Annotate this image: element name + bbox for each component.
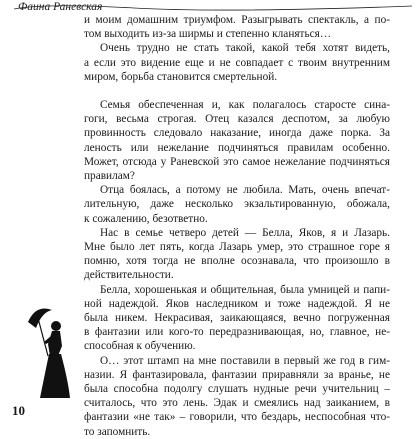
text-line: способная к обучению. [84, 340, 196, 353]
text-line: фантазии «не так» – говорили, что бездарь, неспособная что- [84, 411, 390, 424]
text-line: то запомнить. [84, 425, 151, 438]
woman-with-umbrella-silhouette [22, 300, 82, 400]
text-line: Белла, хорошенькая и общительная, была умницей и папи- [100, 283, 390, 296]
paragraph [84, 354, 390, 439]
text-line: назии. Я фантазировала, фантазии приравняли за вранье, не [84, 368, 390, 381]
running-header-title: Фаина Раневская [18, 1, 103, 13]
text-line: действительности. [84, 269, 174, 282]
text-line: Нас в семье четверо детей — Белла, Яков, я и Лазарь. [100, 226, 390, 239]
text-line: была никем. Некрасивая, заикающаяся, вечно погруженная [84, 312, 390, 325]
paragraph-gap [84, 84, 390, 98]
text-line: Мне было лет пять, когда Лазарь умер, это страшное горе я [84, 241, 390, 254]
text-line: помню, хотя тогда не вполне осознавала, что произошло в [84, 255, 390, 268]
text-line: леность или нежелание подчиняться правилам особенно. [84, 141, 390, 154]
text-line: была способна подолгу слушать нудные речи учительниц – [84, 383, 390, 396]
page-number: 10 [12, 403, 25, 418]
paragraph [84, 13, 390, 41]
text-line: лительную, даже несколько экзальтированную, обожала, [84, 198, 390, 211]
body-text [84, 13, 390, 439]
paragraph [84, 226, 390, 283]
paragraph [84, 183, 390, 226]
text-line: О… этот штамп на мне поставили в первый же год в гим- [100, 354, 390, 367]
text-line: считалось, что это лень. Эдак и смеялись над заиканием, в [84, 397, 390, 410]
text-line: правилам? [84, 170, 135, 183]
text-line: ной надеждой. Яков наследником и тоже надеждой. Я не [84, 297, 390, 310]
text-line: в фантазии или кого-то передразнивающая, но, главное, не- [84, 326, 390, 339]
paragraph [84, 98, 390, 183]
text-line: миром, борьба становится смертельной. [84, 70, 278, 83]
text-line: и моим домашним триумфом. Разыгрывать спектакль, а по- [84, 14, 390, 26]
text-line: Очень трудно не стать такой, какой тебя хотят видеть, [100, 42, 390, 55]
paragraph [84, 41, 390, 84]
text-line: Семья обеспеченная и, как полагалось старосте сина- [100, 99, 390, 112]
text-line: а если это видение еще и не совпадает с твоим внутренним [84, 56, 390, 69]
text-line: провинность следовало наказание, иногда даже порка. За [84, 127, 390, 140]
text-line: Отца боялась, а потому не любила. Мать, очень впечат- [100, 184, 390, 197]
text-line: гоги, весьма строгая. Отец казался деспотом, за любую [84, 113, 390, 126]
text-line: том выходить из-за ширмы и степенно кланяться… [84, 28, 332, 41]
paragraph [84, 283, 390, 354]
text-line: Может, отсюда у Раневской это самое нежелание подчиняться [84, 155, 390, 168]
text-line: к сожалению, безответно. [84, 212, 208, 225]
